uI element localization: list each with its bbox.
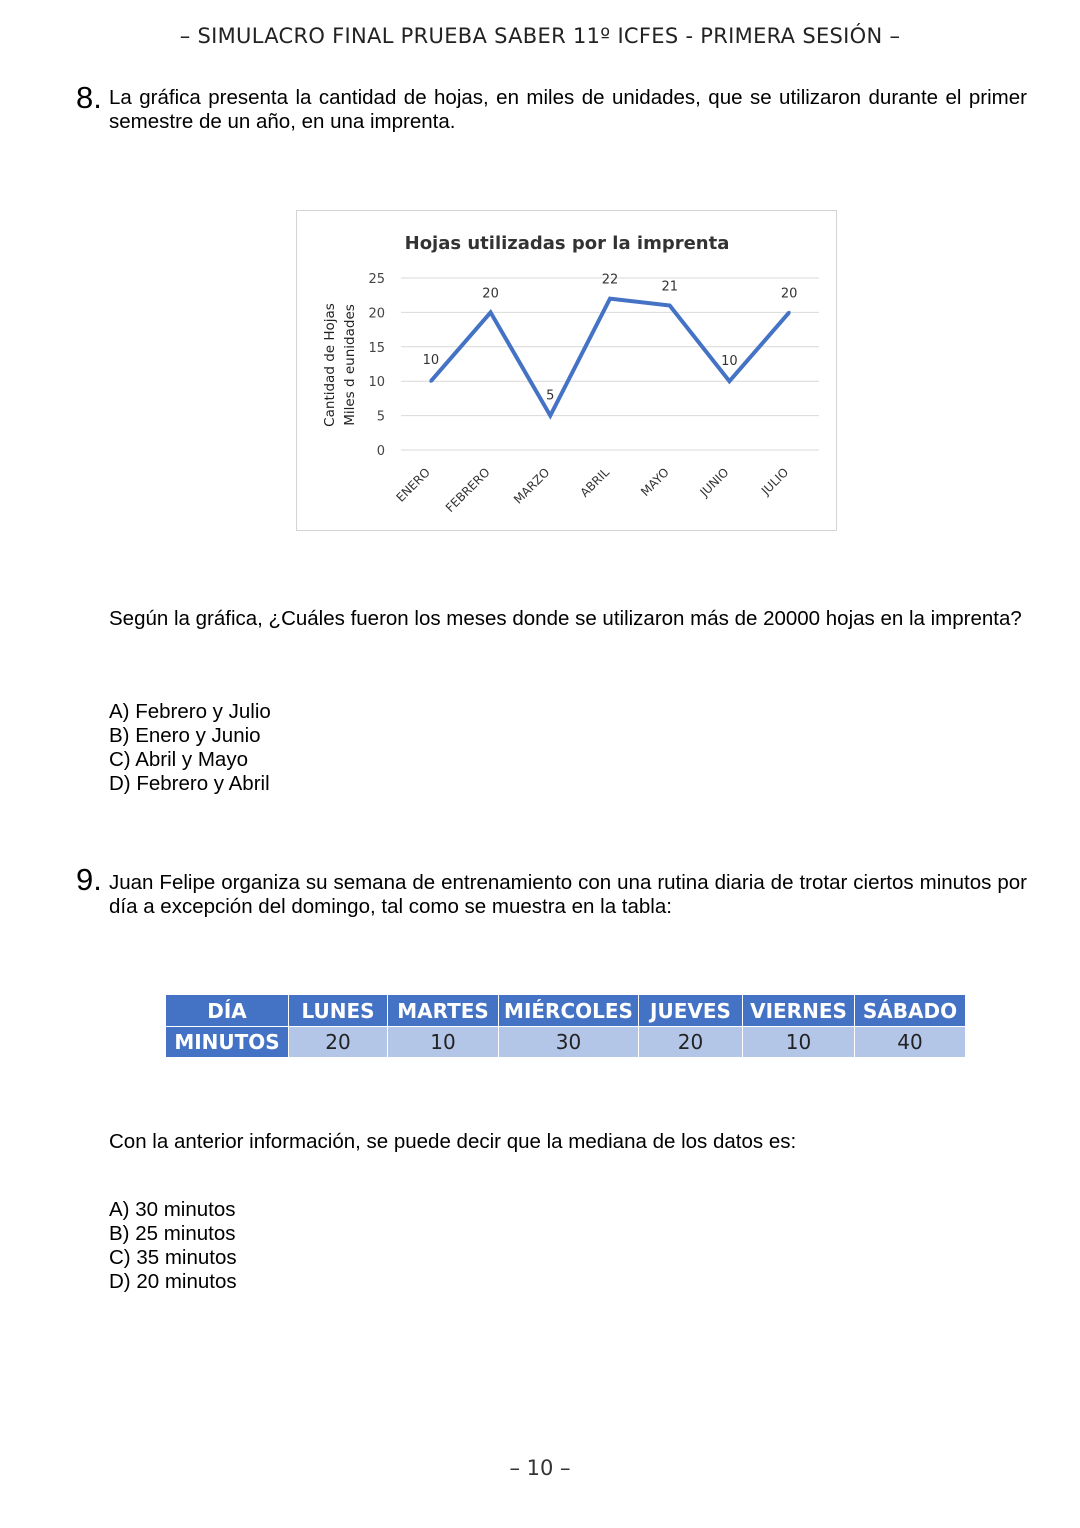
y-axis-label-line2: Miles d eunidades <box>342 304 358 426</box>
data-point <box>668 304 671 307</box>
data-point <box>788 311 791 314</box>
y-tick-label: 25 <box>368 272 385 287</box>
data-point <box>728 380 731 383</box>
x-tick-label: FEBRERO <box>442 465 493 516</box>
table-header-row <box>166 995 966 1027</box>
data-label: 20 <box>780 286 798 302</box>
data-label: 20 <box>482 286 499 302</box>
question-9-number: 9. <box>76 862 102 897</box>
y-tick-label: 5 <box>376 409 385 425</box>
data-point <box>549 414 552 417</box>
x-tick-label: MARZO <box>510 465 553 507</box>
option-b[interactable]: B) Enero y Junio <box>109 724 261 747</box>
option-a[interactable]: A) Febrero y Julio <box>109 700 271 723</box>
data-label: 5 <box>546 388 555 404</box>
table-header-cell: DÍA <box>166 995 289 1027</box>
data-label: 10 <box>721 354 738 370</box>
question-9-options <box>109 1198 237 1294</box>
question-9-statement: Juan Felipe organiza su semana de entrenamiento con una rutina diaria de trotar ciertos minutos por día a excepción del domingo, tal como se muestra en la tabla: <box>109 871 1027 918</box>
option-c[interactable]: C) Abril y Mayo <box>109 748 248 771</box>
question-8-options <box>109 700 271 796</box>
table-cell: 10 <box>388 1027 499 1058</box>
table-row <box>166 1027 966 1058</box>
y-tick-label: 10 <box>368 375 385 391</box>
table-cell: 40 <box>855 1027 966 1058</box>
table-header-cell: MARTES <box>388 995 499 1027</box>
y-tick-label: 0 <box>376 444 385 459</box>
table-cell: 20 <box>639 1027 743 1058</box>
data-label: 22 <box>601 272 619 288</box>
question-8-prompt: Según la gráfica, ¿Cuáles fueron los meses donde se utilizaron más de 20000 hojas en la imprenta? <box>109 607 1022 630</box>
table-header-cell: MIÉRCOLES <box>499 995 639 1027</box>
table-cell: 20 <box>289 1027 388 1058</box>
data-label: 21 <box>661 279 678 295</box>
x-tick-label: ENERO <box>393 465 433 505</box>
table-cell: 30 <box>499 1027 639 1058</box>
table-header-cell: JUEVES <box>639 995 743 1027</box>
y-tick-label: 20 <box>368 306 385 322</box>
page-header: – SIMULACRO FINAL PRUEBA SABER 11º ICFES - PRIMERA SESIÓN – <box>179 24 901 48</box>
option-c[interactable]: C) 35 minutos <box>109 1246 237 1269</box>
line-chart <box>296 210 837 531</box>
y-tick-label: 15 <box>368 340 385 356</box>
x-tick-label: JULIO <box>758 465 792 498</box>
question-8-statement: La gráfica presenta la cantidad de hojas, en miles de unidades, que se utilizaron durante el primer semestre de un año, en una imprenta. <box>109 86 1027 133</box>
option-b[interactable]: B) 25 minutos <box>109 1222 236 1245</box>
table-header-cell: SÁBADO <box>855 995 966 1027</box>
x-tick-label: JUNIO <box>697 465 732 500</box>
option-d[interactable]: D) Febrero y Abril <box>109 772 270 795</box>
training-table <box>165 994 966 1058</box>
y-axis-label-line1: Cantidad de Hojas <box>322 303 338 427</box>
table-cell: 10 <box>743 1027 855 1058</box>
chart-title: Hojas utilizadas por la imprenta <box>404 233 730 254</box>
line-chart-svg <box>297 211 838 532</box>
question-9-prompt: Con la anterior información, se puede decir que la mediana de los datos es: <box>109 1130 797 1153</box>
page-number: – 10 – <box>509 1456 571 1480</box>
data-point <box>489 311 492 314</box>
question-8-number: 8. <box>76 80 102 115</box>
table-header-cell: LUNES <box>289 995 388 1027</box>
option-a[interactable]: A) 30 minutos <box>109 1198 236 1221</box>
data-point <box>429 380 432 383</box>
option-d[interactable]: D) 20 minutos <box>109 1270 237 1293</box>
x-tick-label: ABRIL <box>577 465 613 500</box>
table-header-cell: VIERNES <box>743 995 855 1027</box>
table-row-label: MINUTOS <box>166 1027 289 1058</box>
x-tick-label: MAYO <box>638 465 672 499</box>
data-point <box>609 297 612 300</box>
data-label: 10 <box>422 353 440 369</box>
